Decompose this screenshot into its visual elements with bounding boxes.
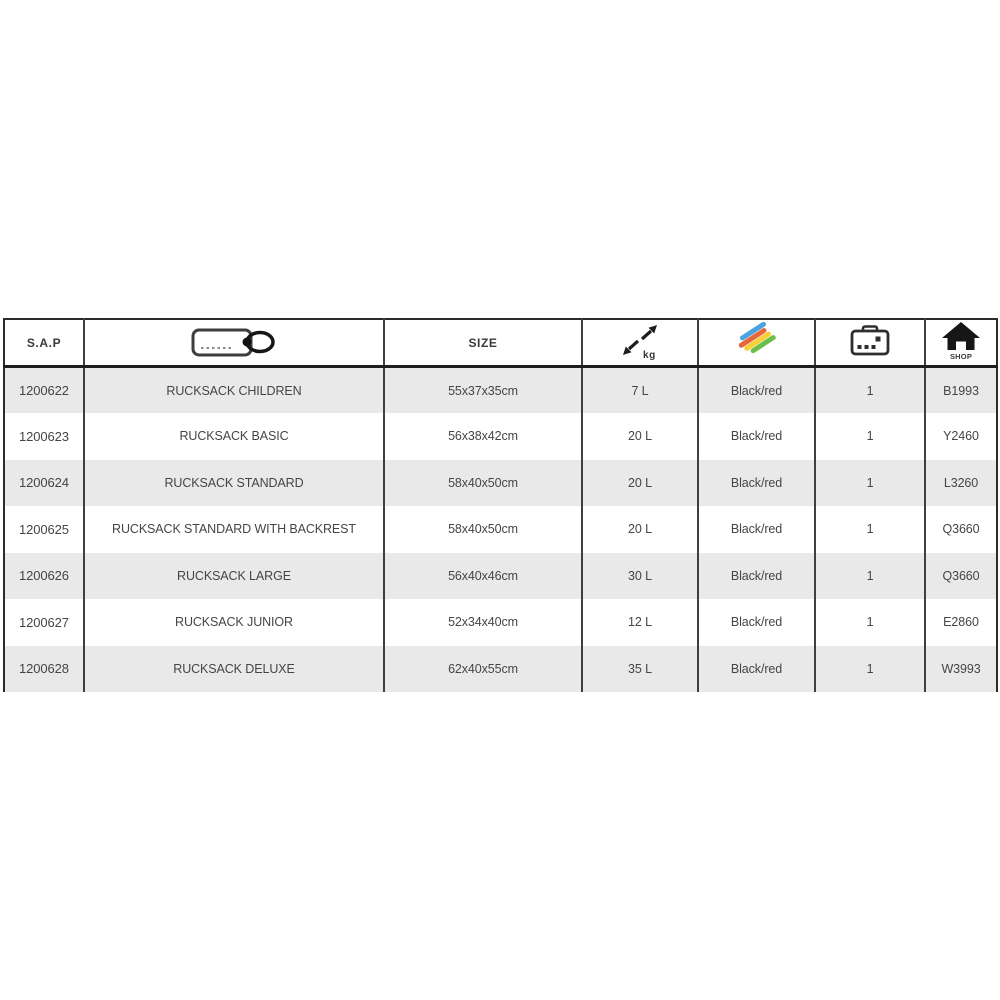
cell-size: 52x34x40cm [384,599,582,646]
header-weight [582,319,698,367]
table-row [4,367,997,414]
header-product-name [84,319,384,367]
header-size [384,319,582,367]
cell-qty: 1 [815,367,925,414]
cell-color: Black/red [698,553,815,600]
cell-sap: 1200626 [4,553,84,600]
table-row [4,599,997,646]
header-sap-label: S.A.P [26,335,62,350]
cell-size: 55x37x35cm [384,367,582,414]
cell-code: Q3660 [925,553,997,600]
cell-name: RUCKSACK DELUXE [84,646,384,693]
cell-code: Q3660 [925,506,997,553]
header-carton-qty [815,319,925,367]
cell-code: B1993 [925,367,997,414]
cell-color: Black/red [698,646,815,693]
cell-volume: 20 L [582,413,698,460]
cell-name: RUCKSACK STANDARD WITH BACKREST [84,506,384,553]
cell-size: 58x40x50cm [384,506,582,553]
dimension-arrows-kg-icon [615,321,665,361]
cell-sap: 1200627 [4,599,84,646]
header-color [698,319,815,367]
colored-pencils-icon [731,322,783,360]
cell-volume: 7 L [582,367,698,414]
cell-qty: 1 [815,460,925,507]
cell-sap: 1200625 [4,506,84,553]
table-row [4,413,997,460]
cell-code: L3260 [925,460,997,507]
header-shop-label: SHOP [949,352,973,361]
cell-code: W3993 [925,646,997,693]
cell-color: Black/red [698,413,815,460]
cell-code: Y2460 [925,413,997,460]
cell-color: Black/red [698,599,815,646]
cell-name: RUCKSACK STANDARD [84,460,384,507]
cell-volume: 30 L [582,553,698,600]
cell-qty: 1 [815,646,925,693]
cell-name: RUCKSACK JUNIOR [84,599,384,646]
header-kg-label: kg [643,350,656,361]
cell-sap: 1200628 [4,646,84,693]
cell-size: 56x38x42cm [384,413,582,460]
header-sap [4,319,84,367]
cell-volume: 12 L [582,599,698,646]
crate-icon [847,324,893,358]
cell-size: 56x40x46cm [384,553,582,600]
cell-name: RUCKSACK CHILDREN [84,367,384,414]
cell-volume: 35 L [582,646,698,693]
cell-qty: 1 [815,553,925,600]
rucksack-spec-table [3,318,998,692]
header-shop [925,319,997,367]
cell-size: 58x40x50cm [384,460,582,507]
cell-qty: 1 [815,599,925,646]
cell-code: E2860 [925,599,997,646]
cell-qty: 1 [815,413,925,460]
cell-size: 62x40x55cm [384,646,582,693]
cell-name: RUCKSACK LARGE [84,553,384,600]
tag-icon [188,321,280,361]
cell-color: Black/red [698,506,815,553]
table-row [4,506,997,553]
cell-volume: 20 L [582,506,698,553]
table-header-row [4,319,997,367]
cell-color: Black/red [698,460,815,507]
cell-name: RUCKSACK BASIC [84,413,384,460]
table-row [4,646,997,693]
cell-sap: 1200624 [4,460,84,507]
shop-house-icon [940,320,982,362]
cell-color: Black/red [698,367,815,414]
table-row [4,553,997,600]
cell-qty: 1 [815,506,925,553]
table-row [4,460,997,507]
header-size-label: SIZE [468,335,498,350]
cell-sap: 1200623 [4,413,84,460]
cell-volume: 20 L [582,460,698,507]
cell-sap: 1200622 [4,367,84,414]
